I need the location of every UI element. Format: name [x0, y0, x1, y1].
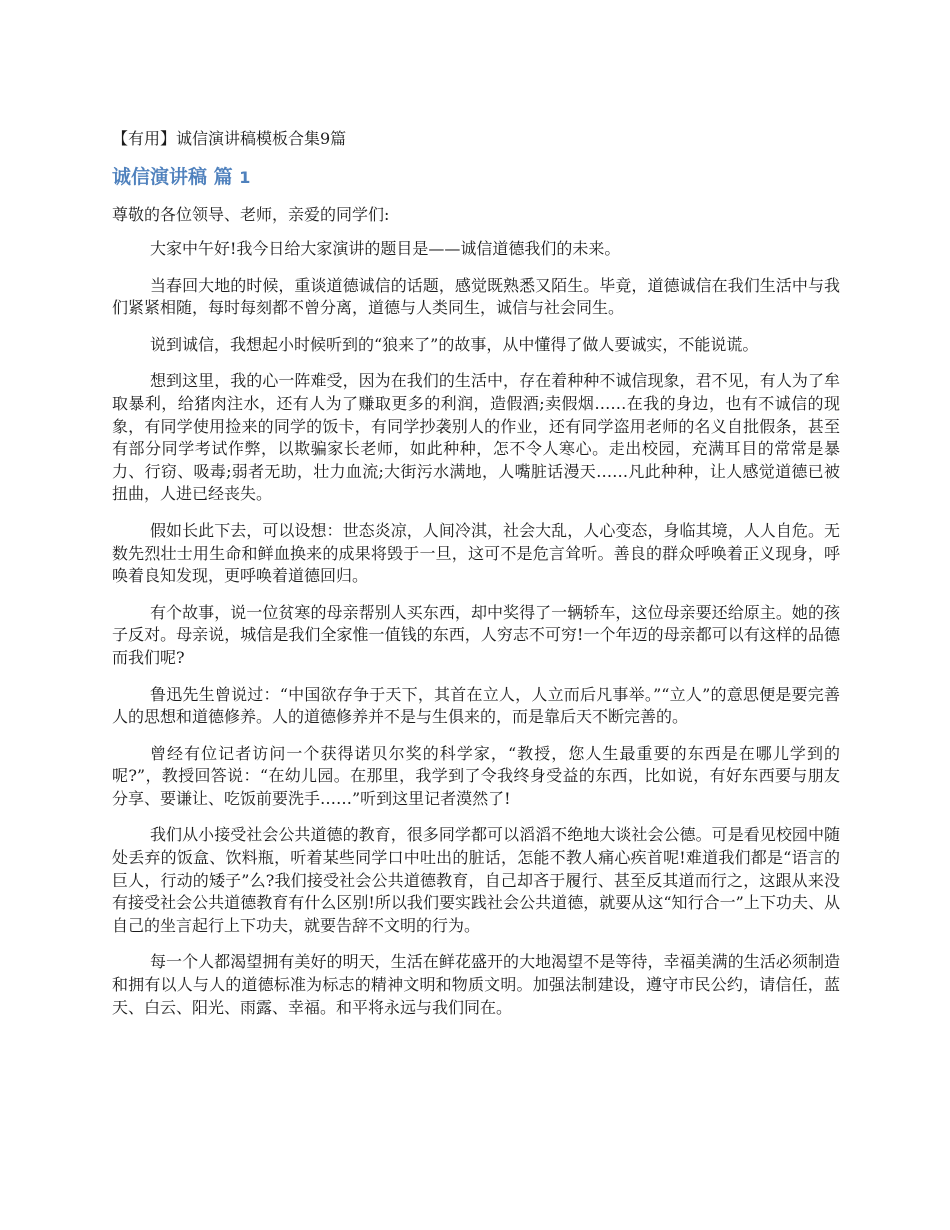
- paragraph: 假如长此下去，可以设想：世态炎凉，人间冷淇，社会大乱，人心变态，身临其境，人人自危。无数先烈壮士用生命和鲜血换来的成果将毁于一旦，这可不是危言耸听。善良的群众呼唤着正义现身，呼唤着良知发现，更呼唤着道德回归。: [112, 520, 840, 586]
- paragraph: 想到这里，我的心一阵难受，因为在我们的生活中，存在着种种不诚信现象，君不见，有人为了牟取暴利，给猪肉注水，还有人为了赚取更多的利润，造假酒;卖假烟……在我的身边，也有不诚信的现象，有同学使用捡来的同学的饭卡，有同学抄袭别人的作业，还有同学盗用老师的名义自批假条，甚至有部分同学考试作弊，以欺骗家长老师，如此种种，怎不令人寒心。走出校园，充满耳目的常常是暴力、行窃、吸毒;弱者无助，壮力血流;大街污水满地，人嘴脏话漫天……凡此种种，让人感觉道德已被扭曲，人进已经丧失。: [112, 371, 840, 504]
- paragraph: 大家中午好!我今日给大家演讲的题目是——诚信道德我们的未来。: [150, 239, 621, 258]
- section-heading-number: 1: [239, 168, 251, 187]
- paragraph: 有个故事，说一位贫寒的母亲帮别人买东西，却中奖得了一辆轿车，这位母亲要还给原主。她的孩子反对。母亲说，城信是我们全家惟一值钱的东西，人穷志不可穷!一个年迈的母亲都可以有这样的品德而我们呢?: [112, 602, 840, 667]
- document-title: 【有用】诚信演讲稿模板合集9篇: [112, 129, 347, 148]
- salutation: 尊敬的各位领导、老师，亲爱的同学们:: [112, 205, 390, 224]
- paragraph: 说到诚信，我想起小时候听到的“狼来了”的故事，从中懂得了做人要诚实，不能说谎。: [150, 334, 759, 354]
- paragraph: 曾经有位记者访问一个获得诺贝尔奖的科学家，“教授，您人生最重要的东西是在哪儿学到的呢?”，教授回答说：“在幼儿园。在那里，我学到了令我终身受益的东西，比如说，有好东西要与朋友分享、要谦让、吃饭前要洗手……”听到这里记者漠然了!: [112, 743, 840, 808]
- document-page: [112, 128, 840, 1033]
- paragraph: 当春回大地的时候，重谈道德诚信的话题，感觉既熟悉又陌生。毕竟，道德诚信在我们生活中与我们紧紧相随，每时每刻都不曾分离，道德与人类同生，诚信与社会同生。: [112, 275, 840, 318]
- section-heading: [112, 164, 840, 191]
- paragraph: 我们从小接受社会公共道德的教育，很多同学都可以滔滔不绝地大谈社会公德。可是看见校园中随处丢弃的饭盒、饮料瓶，听着某些同学口中吐出的脏话，怎能不教人痛心疾首呢!难道我们都是“语言的巨人，行动的矮子”么?我们接受社会公共道德教育，自己却吝于履行、甚至反其道而行之，这跟从来没有接受社会公共道德教育有什么区别!所以我们要实践社会公共道德，就要从这“知行合一”上下功夫、从自己的坐言起行上下功夫，就要告辞不文明的行为。: [112, 825, 840, 935]
- paragraph: 每一个人都渴望拥有美好的明天，生活在鲜花盛开的大地渴望不是等待，幸福美满的生活必须制造和拥有以人与人的道德标准为标志的精神文明和物质文明。加强法制建设，遵守市民公约，请信任，蓝天、白云、阳光、雨露、幸福。和平将永远与我们同在。: [112, 952, 840, 1017]
- section-heading-text: 诚信演讲稿 篇: [112, 166, 233, 188]
- paragraph: 鲁迅先生曾说过：“中国欲存争于天下，其首在立人，人立而后凡事举。”“立人”的意思便是要完善人的思想和道德修养。人的道德修养并不是与生俱来的，而是靠后天不断完善的。: [112, 684, 840, 727]
